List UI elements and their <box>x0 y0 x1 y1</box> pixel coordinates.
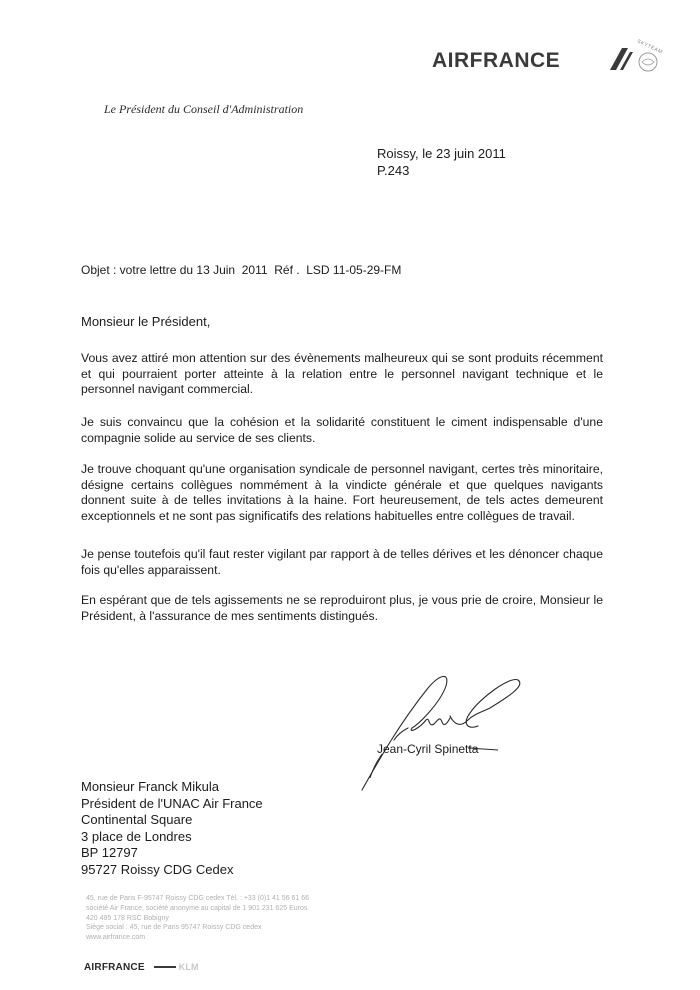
reference-number: P.243 <box>377 163 410 178</box>
body-paragraph: En espérant que de tels agissements ne se reproduiront plus, je vous prie de croire, Monsieur le Président, à l'assurance de mes sentiments distingués. <box>81 593 603 623</box>
recipient-address <box>81 779 263 878</box>
address-line: 3 place de Londres <box>81 828 192 844</box>
body-paragraph: Vous avez attiré mon attention sur des évènements malheureux qui se sont produits récemment et qui pourraient porter atteinte à la relation entre le personnel navigant technique et le personnel navigant commercial. <box>81 351 603 396</box>
footer-line: 420 495 178 RSC Bobigny <box>86 914 169 922</box>
footer-info <box>86 894 309 943</box>
address-line: 95727 Roissy CDG Cedex <box>81 861 234 877</box>
footer-brand: AIRFRANCE <box>84 962 145 973</box>
subject-line: Objet : votre lettre du 13 Juin 2011 Réf . LSD 11-05-29-FM <box>81 263 402 277</box>
body-paragraph: Je pense toutefois qu'il faut rester vigilant par rapport à de telles dérives et les dénoncer chaque fois qu'elles apparaissent. <box>81 547 603 577</box>
date-block <box>377 145 506 179</box>
footer-line: www.airfrance.com <box>86 934 146 942</box>
footer-brand-suffix: KLM <box>178 962 199 972</box>
salutation: Monsieur le Président, <box>81 314 211 329</box>
address-line: BP 12797 <box>81 845 138 860</box>
skyteam-label: SKYTEAM <box>636 38 664 56</box>
footer-logo <box>84 962 199 973</box>
handwritten-signature <box>350 668 550 798</box>
signatory-name: Jean-Cyril Spinetta <box>377 742 479 756</box>
president-title: Le Président du Conseil d'Administration <box>104 102 304 116</box>
body-paragraph: Je suis convaincu que la cohésion et la solidarité constituent le ciment indispensable d'une compagnie solide au service de ses clients. <box>81 415 603 445</box>
body-paragraph: Je trouve choquant qu'une organisation syndicale de personnel navigant, certes très minoritaire, désigne certains collègues nommément à la vindicte générale et que quelques navigants donnent suite à de telles invitations à la haine. Fort heureusement, de tels actes demeurent exceptionnels et ne sont pas significatifs des relations habituelles entre collègues de travail. <box>81 462 603 523</box>
logo-wordmark: AIRFRANCE <box>432 49 561 72</box>
address-line: Président de l'UNAC Air France <box>81 795 263 811</box>
footer-line: 45, rue de Paris F-95747 Roissy CDG cedex Tél. : +33 (0)1 41 56 61 66 <box>86 895 310 902</box>
footer-line: société Air France, société anonyme au capital de 1 901 231 625 Euros <box>86 904 308 912</box>
address-line: Monsieur Franck Mikula <box>81 779 219 794</box>
footer-stripe <box>154 966 176 968</box>
airfrance-logo <box>432 49 560 73</box>
address-line: Continental Square <box>81 812 193 827</box>
footer-line: Siège social : 45, rue de Paris 95747 Roissy CDG cedex <box>86 924 262 932</box>
place-date: Roissy, le 23 juin 2011 <box>377 146 506 161</box>
